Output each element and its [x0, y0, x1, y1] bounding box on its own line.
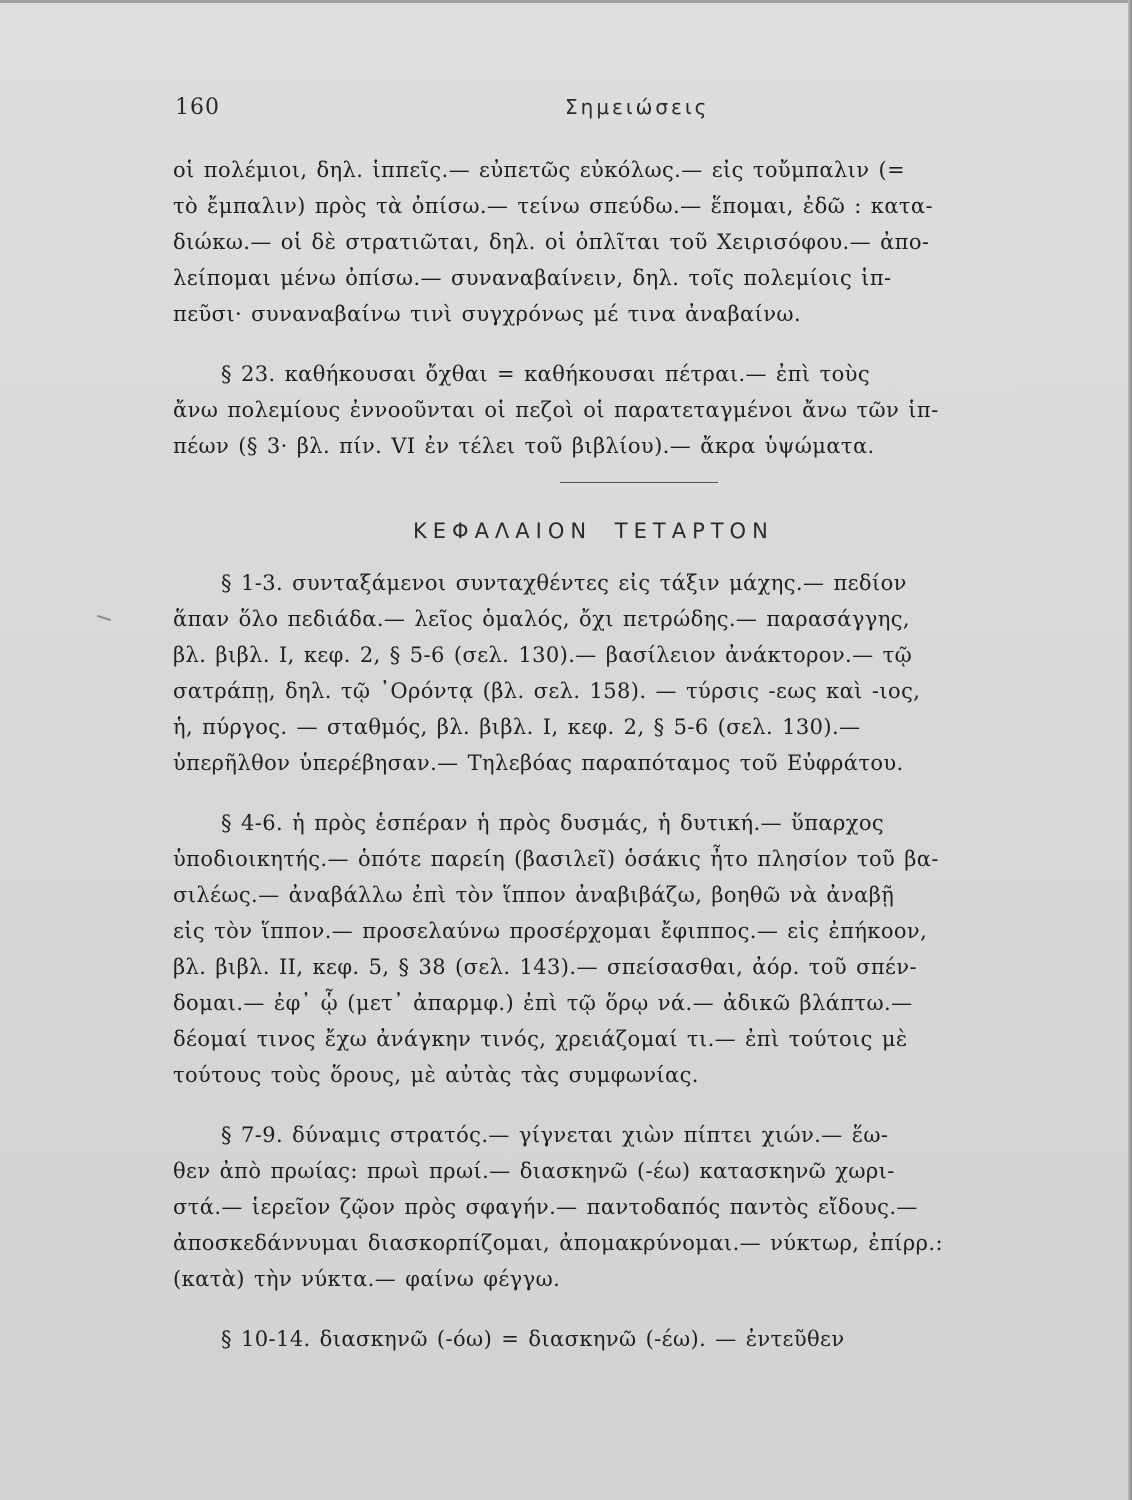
text-line: § 23. καθήκουσαι ὄχθαι = καθήκουσαι πέτραι.— ἐπὶ τοὺς — [221, 362, 870, 386]
text-line: εἰς τὸν ἵππον.— προσελαύνω προσέρχομαι ἔφιππος.— εἰς ἐπήκοον, — [173, 919, 928, 943]
text-line: (κατὰ) τὴν νύκτα.— φαίνω φέγγω. — [173, 1267, 561, 1291]
text-line: βλ. βιβλ. II, κεφ. 5, § 38 (σελ. 143).— σπείσασθαι, ἀόρ. τοῦ σπέν- — [173, 955, 917, 979]
text-line: ἄνω πολεμίους ἐννοοῦνται οἱ πεζοὶ οἱ παρατεταγμένοι ἄνω τῶν ἱπ- — [173, 398, 939, 422]
text-line: βλ. βιβλ. I, κεφ. 2, § 5-6 (σελ. 130).— βασίλειον ἀνάκτορον.— τῷ — [173, 643, 913, 667]
paragraph-2 — [173, 356, 1098, 464]
paragraph-6 — [173, 1321, 1098, 1357]
text-line: πεῦσι· συναναβαίνω τινὶ συγχρόνως μέ τινα ἀναβαίνω. — [173, 302, 802, 326]
text-line: οἱ πολέμιοι, δηλ. ἱππεῖς.— εὐπετῶς εὐκόλως.— εἰς τοὔμπαλιν (= — [173, 158, 906, 182]
text-line: θεν ἀπὸ πρωίας: πρωὶ πρωί.— διασκηνῶ (-έω) κατασκηνῶ χωρι- — [173, 1159, 895, 1183]
running-head: Σημειώσεις — [565, 95, 710, 119]
paragraph-gap — [173, 1093, 1098, 1117]
text-line: ἀποσκεδάννυμαι διασκορπίζομαι, ἀπομακρύνομαι.— νύκτωρ, ἐπίρρ.: — [173, 1231, 943, 1255]
paragraph-3 — [173, 565, 1098, 781]
text-line: ὑποδιοικητής.— ὁπότε παρείη (βασιλεῖ) ὁσάκις ἦτο πλησίον τοῦ βα- — [173, 847, 939, 871]
paragraph-1 — [173, 152, 1098, 332]
text-line: σατράπῃ, δηλ. τῷ ᾿Ορόντᾳ (βλ. σελ. 158). — τύρσις -εως καὶ -ιος, — [173, 679, 921, 703]
text-line: διώκω.— οἱ δὲ στρατιῶται, δηλ. οἱ ὁπλῖται τοῦ Χειρισόφου.— ἀπο- — [173, 230, 930, 254]
page-top-edge — [0, 0, 1132, 3]
text-line: τούτους τοὺς ὅρους, μὲ αὐτὰς τὰς συμφωνίας. — [173, 1063, 699, 1087]
paragraph-gap — [173, 781, 1098, 805]
body-text — [173, 152, 1098, 1357]
section-divider — [560, 482, 718, 483]
page-right-edge — [1128, 0, 1132, 1500]
paragraph-gap — [173, 1297, 1098, 1321]
text-line: ἡ, πύργος. — σταθμός, βλ. βιβλ. I, κεφ. 2, § 5-6 (σελ. 130).— — [173, 715, 861, 739]
text-line: δομαι.— ἐφ᾿ ᾧ (μετ᾿ ἀπαρμφ.) ἐπὶ τῷ ὅρῳ νά.— ἀδικῶ βλάπτω.— — [173, 991, 913, 1015]
paragraph-5 — [173, 1117, 1098, 1297]
text-line: δέομαί τινος ἔχω ἀνάγκην τινός, χρειάζομαί τι.— ἐπὶ τούτοις μὲ — [173, 1027, 908, 1051]
page-number: 160 — [175, 95, 220, 120]
text-line: λείπομαι μένω ὀπίσω.— συναναβαίνειν, δηλ. τοῖς πολεμίοις ἱπ- — [173, 266, 892, 290]
text-line: ὑπερῆλθον ὑπερέβησαν.— Τηλεβόας παραπόταμος τοῦ Εὐφράτου. — [173, 751, 904, 775]
text-line: πέων (§ 3· βλ. πίν. VI ἐν τέλει τοῦ βιβλίου).— ἄκρα ὑψώματα. — [173, 434, 875, 458]
text-line: στά.— ἱερεῖον ζῷον πρὸς σφαγήν.— παντοδαπός παντὸς εἴδους.— — [173, 1195, 918, 1219]
text-line: τὸ ἔμπαλιν) πρὸς τὰ ὀπίσω.— τείνω σπεύδω.— ἕπομαι, ἐδῶ : κατα- — [173, 194, 933, 218]
margin-mark — [97, 615, 111, 621]
chapter-title: ΚΕΦΑΛΑΙΟΝ ΤΕΤΑΡΤΟΝ — [413, 519, 774, 543]
text-line: § 7-9. δύναμις στρατός.— γίγνεται χιὼν πίπτει χιών.— ἕω- — [221, 1123, 889, 1147]
paragraph-gap — [173, 332, 1098, 356]
text-line: ἅπαν ὅλο πεδιάδα.— λεῖος ὁμαλός, ὄχι πετρώδης.— παρασάγγης, — [173, 607, 910, 631]
paragraph-4 — [173, 805, 1098, 1093]
text-line: § 10-14. διασκηνῶ (-όω) = διασκηνῶ (-έω). — ἐντεῦθεν — [221, 1327, 845, 1351]
text-line: § 1-3. συνταξάμενοι συνταχθέντες εἰς τάξιν μάχης.— πεδίον — [221, 571, 907, 595]
text-line: § 4-6. ἡ πρὸς ἑσπέραν ἡ πρὸς δυσμάς, ἡ δυτική.— ὕπαρχος — [221, 811, 885, 835]
text-line: σιλέως.— ἀναβάλλω ἐπὶ τὸν ἵππον ἀναβιβάζω, βοηθῶ νὰ ἀναβῇ — [173, 883, 895, 907]
page-header — [175, 95, 1095, 129]
